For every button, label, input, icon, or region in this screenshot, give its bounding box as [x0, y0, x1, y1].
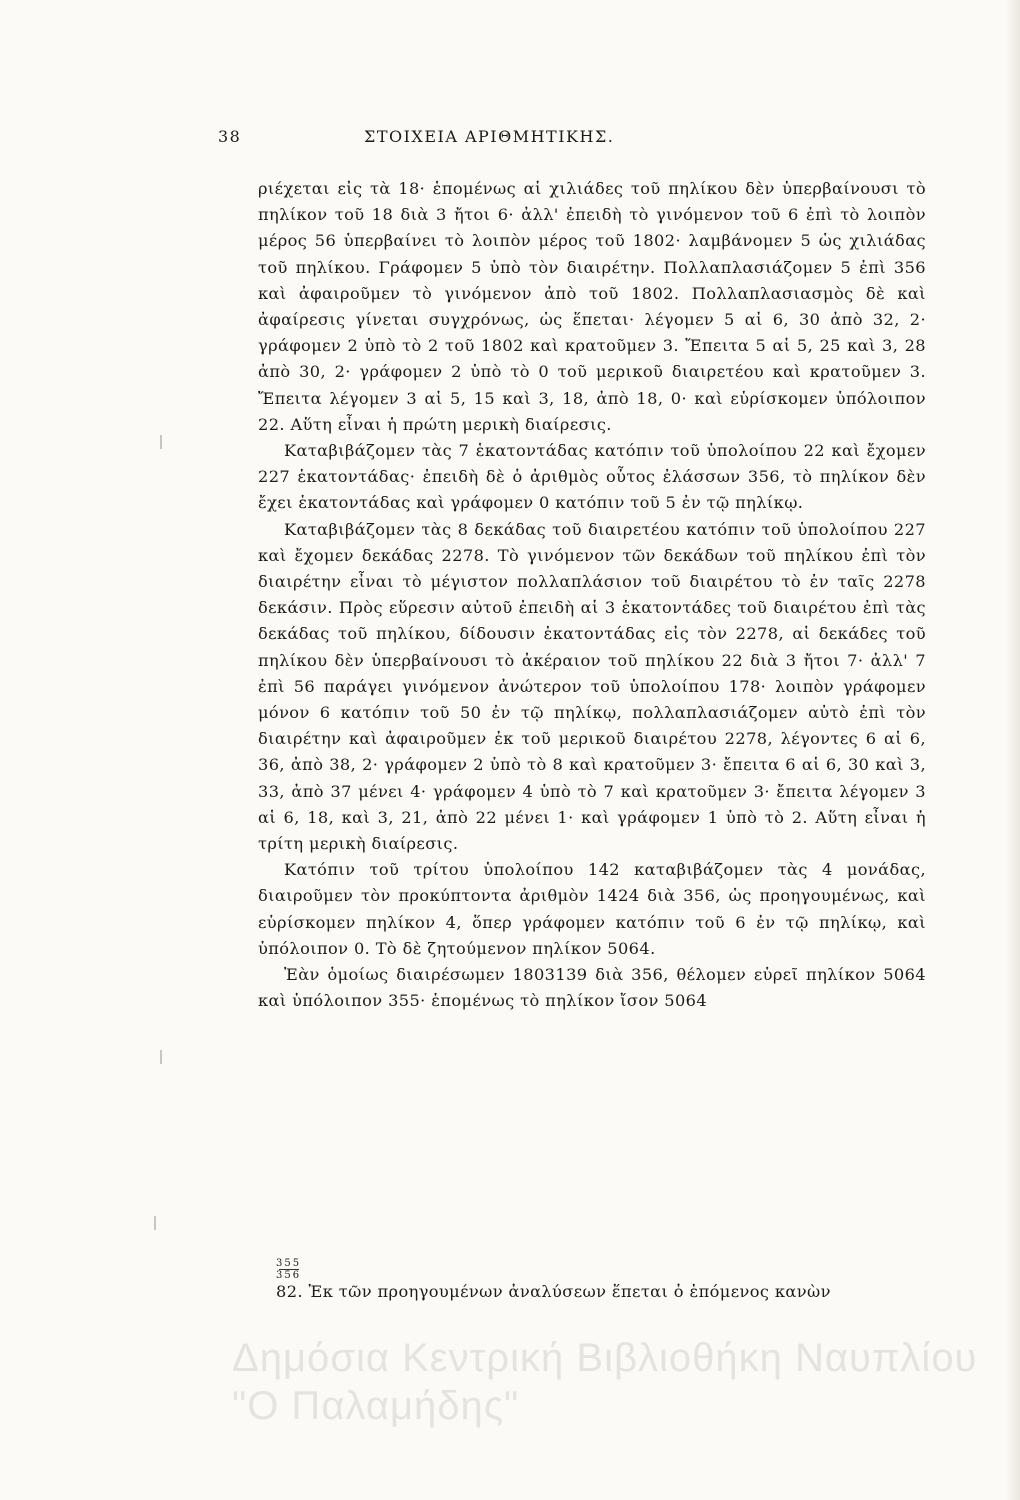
margin-mark — [160, 435, 162, 449]
fraction — [276, 1258, 301, 1281]
page-header — [218, 127, 818, 151]
paragraph: ριέχεται εἰς τὰ 18· ἑπομένως αἱ χιλιάδες τοῦ πηλίκου δὲν ὑπερβαίνουσι τὸ πηλίκον τοῦ 18 διὰ 3 ἤτοι 6· ἀλλ' ἐπειδὴ τὸ γινόμενον τοῦ 6 ἐπὶ τὸ λοιπὸν μέρος 56 ὑπερβαίνει τὸ λοιπὸν μέρος τοῦ 1802· λαμβάνομεν 5 ὡς χιλιάδας τοῦ πηλίκου. Γράφομεν 5 ὑπὸ τὸν διαιρέτην. Πολλαπλασιάζομεν 5 ἐπὶ 356 καὶ ἀφαιροῦμεν τὸ γινόμενον ἀπὸ τοῦ 1802. Πολλαπλασιασμὸς δὲ καὶ ἀφαίρεσις γίνεται συγχρόνως, ὡς ἕπεται· λέγομεν 5 αἱ 6, 30 ἀπὸ 32, 2· γράφομεν 2 ὑπὸ τὸ 2 τοῦ 1802 καὶ κρατοῦμεν 3. Ἔπειτα 5 αἱ 5, 25 καὶ 3, 28 ἀπὸ 30, 2· γράφομεν 2 ὑπὸ τὸ 0 τοῦ μερικοῦ διαιρετέου καὶ κρατοῦμεν 3. Ἔπειτα λέγομεν 3 αἱ 5, 15 καὶ 3, 18, ἀπὸ 18, 0· καὶ εὑρίσκομεν ὑπόλοιπον 22. Αὕτη εἶναι ἡ πρώτη μερικὴ διαίρεσις. — [258, 179, 926, 434]
margin-mark — [160, 1050, 162, 1064]
page-number: 38 — [218, 127, 242, 146]
running-title: ΣΤΟΙΧΕΙΑ ΑΡΙΘΜΗΤΙΚΗΣ. — [364, 127, 615, 146]
paragraph: Καταβιβάζομεν τὰς 8 δεκάδας τοῦ διαιρετέου κατόπιν τοῦ ὑπολοίπου 227 καὶ ἔχομεν δεκάδας 2278. Τὸ γινόμενον τῶν δεκάδων τοῦ πηλίκου ἐπὶ τὸν διαιρέτην εἶναι τὸ μέγιστον πολλαπλάσιον τοῦ διαιρέτου τὸ ἐν ταῖς 2278 δεκάσιν. Πρὸς εὕρεσιν αὐτοῦ ἐπειδὴ αἱ 3 ἑκατοντάδες τοῦ διαιρέτου ἐπὶ τὰς δεκάδας τοῦ πηλίκου, δίδουσιν ἑκατοντάδας εἰς τὸν 2278, αἱ δεκάδες τοῦ πηλίκου δὲν ὑπερβαίνουσι τὸ ἀκέραιον τοῦ πηλίκου 22 διὰ 3 ἤτοι 7· ἀλλ' 7 ἐπὶ 56 παράγει γινόμενον ἀνώτερον τοῦ ὑπολοίπου 178· λοιπὸν γράφομεν μόνον 6 κατόπιν τοῦ 50 ἐν τῷ πηλίκῳ, πολλαπλασιάζομεν αὐτὸ ἐπὶ τὸν διαιρέτην καὶ ἀφαιροῦμεν ἐκ τοῦ μερικοῦ διαιρέτου 2278, λέγοντες 6 αἱ 6, 36, ἀπὸ 38, 2· γράφομεν 2 ὑπὸ τὸ 8 καὶ κρατοῦμεν 3· ἔπειτα 6 αἱ 6, 30 καὶ 3, 33, ἀπὸ 37 μένει 4· γράφομεν 4 ὑπὸ τὸ 7 καὶ κρατοῦμεν 3· ἔπειτα λέγομεν 3 αἱ 6, 18, καὶ 3, 21, ἀπὸ 22 μένει 1· καὶ γράφομεν 1 ὑπὸ τὸ 2. Αὕτη εἶναι ἡ τρίτη μερικὴ διαίρεσις. — [258, 519, 926, 854]
watermark-line: Δημόσια Κεντρική Βιβλιοθήκη Ναυπλίου — [232, 1336, 978, 1380]
fraction-denominator: 356 — [276, 1270, 302, 1281]
paragraph: Καταβιβάζομεν τὰς 7 ἑκατοντάδας κατόπιν τοῦ ὑπολοίπου 22 καὶ ἔχομεν 227 ἑκατοντάδας· ἐπειδὴ δὲ ὁ ἀριθμὸς οὗτος ἐλάσσων 356, τὸ πηλίκον δὲν ἔχει ἑκατοντάδας καὶ γράφομεν 0 κατόπιν τοῦ 5 ἐν τῷ πηλίκῳ. — [258, 441, 926, 513]
fraction-numerator: 355 — [276, 1258, 302, 1269]
margin-mark — [154, 1216, 156, 1230]
watermark-line: "Ο Παλαμήδης" — [232, 1384, 520, 1428]
body-text — [258, 176, 926, 1015]
paragraph: Κατόπιν τοῦ τρίτου ὑπολοίπου 142 καταβιβάζομεν τὰς 4 μονάδας, διαιροῦμεν τὸν προκύπτοντα ἀριθμὸν 1424 διὰ 356, ὡς προηγουμένως, καὶ εὑρίσκομεν πηλίκον 4, ὅπερ γράφομεν κατόπιν τοῦ 6 ἐν τῷ πηλίκῳ, καὶ ὑπόλοιπον 0. Τὸ δὲ ζητούμενον πηλίκον 5064. — [258, 860, 926, 958]
page-edge-shadow — [1006, 0, 1020, 1500]
section-heading-line: 82. Ἐκ τῶν προηγουμένων ἀναλύσεων ἕπεται ὁ ἑπόμενος κανὼν — [276, 1282, 831, 1301]
library-watermark — [232, 1334, 992, 1430]
paragraph: Ἐὰν ὁμοίως διαιρέσωμεν 1803139 διὰ 356, θέλομεν εὑρεῖ πηλίκον 5064 καὶ ὑπόλοιπον 355· ἑπομένως τὸ πηλίκον ἴσον 5064 — [258, 965, 926, 1011]
